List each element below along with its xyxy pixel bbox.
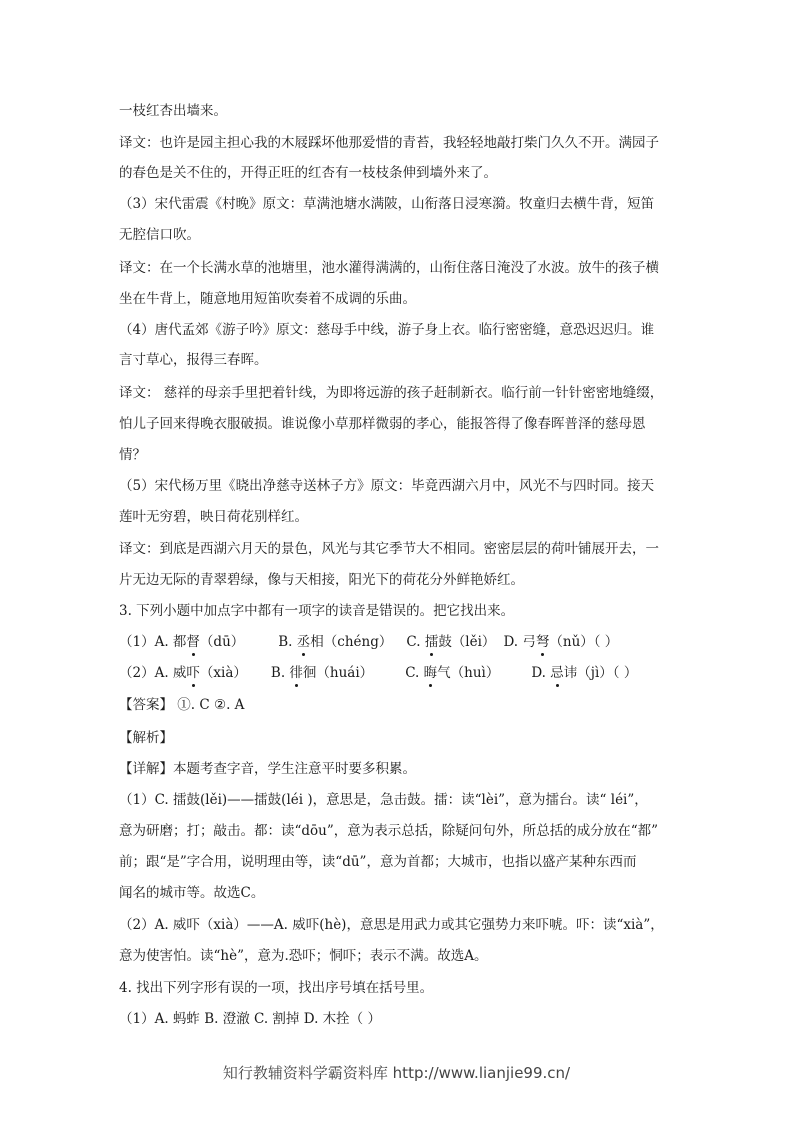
q1-option-b-label: B. — [278, 634, 297, 650]
text-line: 片无边无际的青翠碧绿，像与天相接，阳光下的荷花分外鲜艳娇红。 — [119, 572, 524, 588]
dotted-char: 徘 — [289, 665, 303, 681]
text-line: 意为使害怕。读“hè”，意为.恐吓；恫吓；表示不满。故选A。 — [119, 948, 488, 964]
q2-option-d: 讳（jì）（ ） — [563, 665, 638, 681]
text-line: （1）C. 擂鼓(lěi)——擂鼓(léi )，意思是，急击鼓。擂：读“lèi”，意为擂台。读“ léi”， — [119, 792, 648, 808]
q1-option-d-label: D. 弓 — [503, 634, 536, 650]
dotted-char: 晦 — [423, 665, 438, 681]
dotted-char: 擂 — [424, 634, 439, 650]
q1-option-c-label: C. — [406, 634, 425, 650]
q2-prefix: （2）A. 威 — [119, 665, 187, 681]
question-3-heading: 3. 下列小题中加点字中都有一项字的读音是错误的。把它找出来。 — [119, 603, 515, 619]
q2-option-a: （xià） — [199, 665, 247, 681]
text-line: 译文：到底是西湖六月天的景色，风光与其它季节大不相同。密密层层的荷叶铺展开去，一 — [119, 541, 659, 557]
q1-option-c: 鼓（lěi） — [438, 634, 496, 650]
question-4-heading: 4. 找出下列字形有误的一项，找出序号填在括号里。 — [119, 980, 434, 996]
dotted-char: 吓 — [186, 665, 200, 681]
text-line: 意为研磨；打；敲击。都：读“dōu”，意为表示总括，除疑问句外，所总括的成分放在“都” — [119, 823, 659, 839]
q1-option-a: （dū） — [199, 634, 245, 650]
text-line: 译文： 慈祥的母亲手里把着针线，为即将远游的孩子赶制新衣。临行前一针针密密地缝缀， — [119, 385, 664, 401]
q2-option-c-label: C. — [405, 665, 424, 681]
text-line: 坐在牛背上，随意地用短笛吹奏着不成调的乐曲。 — [119, 291, 416, 307]
text-line: （3）宋代雷震《村晚》原文：草满池塘水满陂，山衔落日浸寒漪。牧童归去横牛背，短笛 — [119, 196, 655, 212]
q1-option-d: （nǔ）（ ） — [549, 634, 619, 650]
q1-prefix: （1）A. 都 — [119, 634, 187, 650]
dotted-char: 丞 — [296, 634, 311, 650]
q1-option-b: 相（chéng） — [310, 634, 393, 650]
text-line: （5）宋代杨万里《晓出净慈寺送林子方》原文：毕竟西湖六月中，风光不与四时同。接天 — [119, 478, 655, 494]
text-line: 译文：在一个长满水草的池塘里，池水灌得满满的，山衔住落日淹没了水波。放牛的孩子横 — [119, 260, 659, 276]
dotted-char: 督 — [186, 634, 200, 650]
q2-option-b-label: B. — [270, 665, 290, 681]
text-line: （4）唐代孟郊《游子吟》原文：慈母手中线，游子身上衣。临行密密缝，意恐迟迟归。谁 — [119, 322, 655, 338]
text-line: 言寸草心，报得三春晖。 — [119, 352, 268, 368]
text-line: 的春色是关不住的，开得正旺的红杏有一枝枝条伸到墙外来了。 — [119, 165, 497, 181]
text-line: 怕儿子回来得晚衣服破损。谁说像小草那样微弱的孝心，能报答得了像春晖普泽的慈母恩 — [119, 416, 646, 432]
text-line: 译文：也许是园主担心我的木屐踩坏他那爱惜的青苔，我轻轻地敲打柴门久久不开。满园子 — [119, 135, 659, 151]
dotted-char: 忌 — [550, 665, 564, 681]
text-line: （2）A. 威吓（xià）——A. 威吓(hè)，意思是用武力或其它强势力来吓唬。吓：读“xià”， — [119, 917, 664, 933]
footer-watermark: 知行教辅资料学霸资料库 http://www.lianjie99.cn/ — [222, 1064, 571, 1082]
text-line: 【详解】本题考查字音，学生注意平时要多积累。 — [119, 761, 416, 777]
text-line: 闻名的城市等。故选C。 — [119, 885, 265, 901]
text-line: 一枝红杏出墙来。 — [119, 103, 227, 119]
question-4-item-1: （1）A. 蚂蚱 B. 澄澈 C. 割掉 D. 木拴（ ） — [119, 1011, 381, 1027]
text-line: 前；跟“是”字合用，说明理由等，读“dū”，意为首都；大城市，也指以盛产某种东西而 — [119, 854, 637, 870]
question-3-item-2 — [119, 663, 637, 683]
dotted-char: 弩 — [535, 634, 550, 650]
answer-line: 【答案】 ①. C ②. A — [119, 697, 245, 713]
text-line: 莲叶无穷碧，映日荷花别样红。 — [119, 509, 308, 525]
analysis-heading: 【解析】 — [119, 730, 173, 746]
q2-option-b: 徊（huái） — [302, 665, 374, 681]
text-line: 情？ — [119, 447, 146, 463]
q2-option-d-label: D. — [531, 665, 551, 681]
text-line: 无腔信口吹。 — [119, 227, 200, 243]
q2-option-c: 气（huì） — [437, 665, 500, 681]
question-3-item-1 — [119, 632, 618, 652]
